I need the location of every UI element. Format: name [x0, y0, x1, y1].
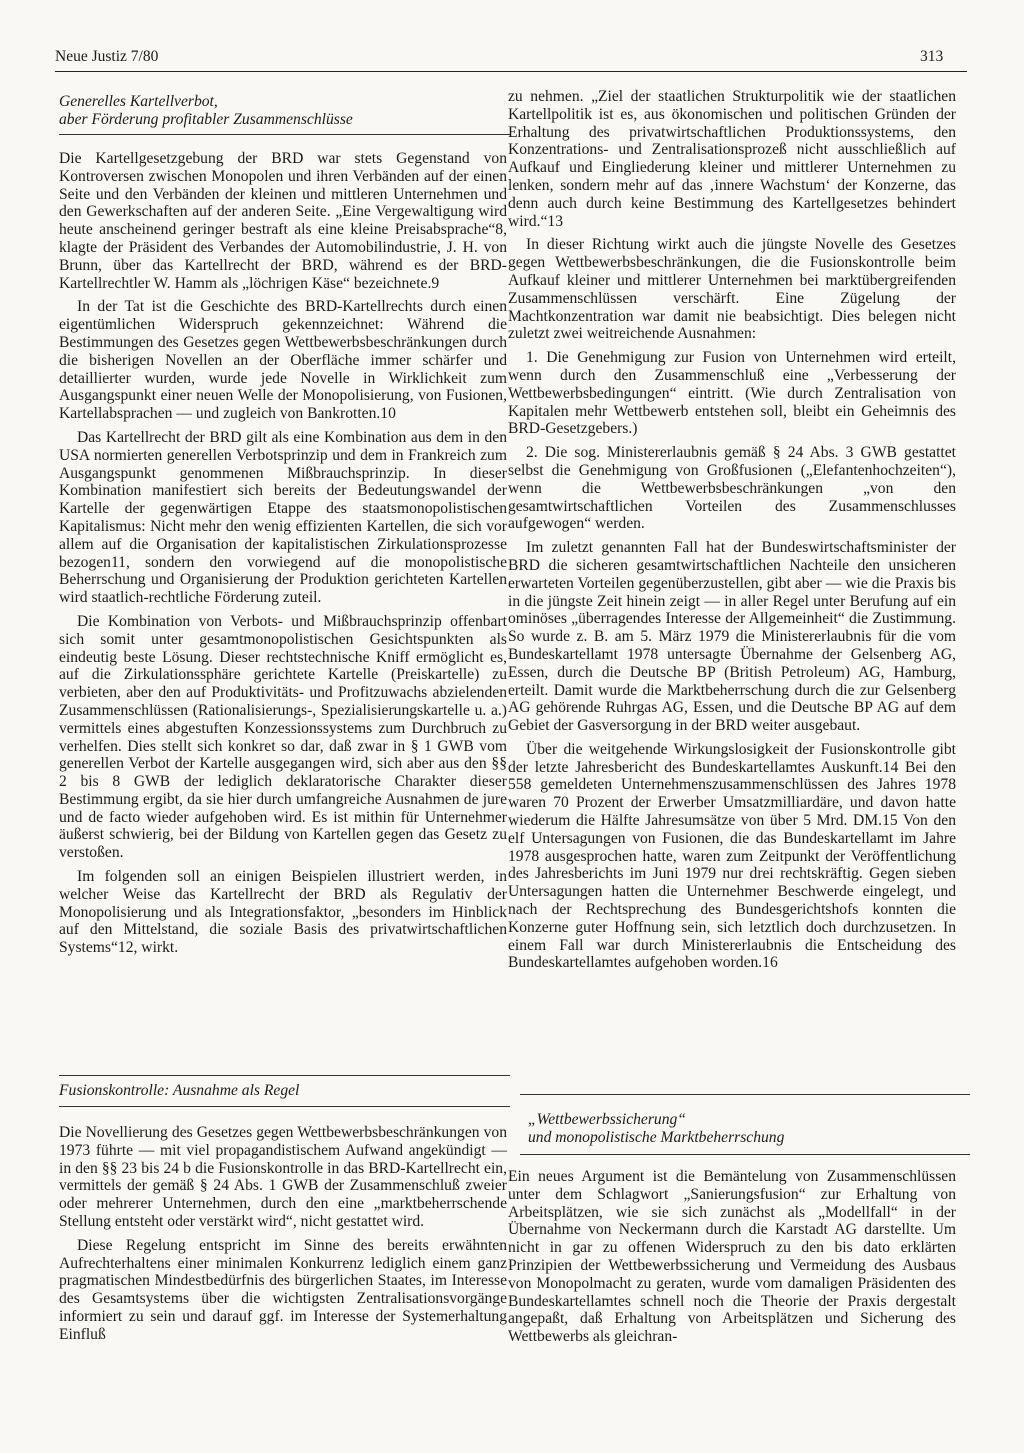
paragraph: 2. Die sog. Ministererlaubnis gemäß § 24 Abs. 3 GWB gestattet selbst die Genehmigung von Großfusionen („Elefantenhochzeiten“), wenn die Wettbewerbsbeschränkungen „von den gesamtwirtschaftlichen Vorteilen des Zusammenschlusses aufgewogen“ werden.	[508, 444, 956, 533]
paragraph: In dieser Richtung wirkt auch die jüngste Novelle des Gesetzes gegen Wettbewerbsbeschränkungen, die die Fusionskontrolle beim Aufkauf kleiner und mittlerer Unternehmen bei marktübergreifenden Zusammenschlüssen verschärft. Eine Zügelung der Machtkonzentration war damit nie beabsichtigt. Dies belegen nicht zuletzt zwei weitreichende Ausnahmen:	[508, 236, 956, 343]
section-heading-3-line2: und monopolistische Marktbeherrschung	[528, 1129, 785, 1146]
section-rule	[520, 1094, 970, 1095]
journal-issue: Neue Justiz 7/80	[55, 48, 159, 65]
paragraph: Im zuletzt genannten Fall hat der Bundeswirtschaftsminister der BRD die sicheren gesamtwirtschaftlichen Nachteile den unsicheren erwarteten Vorteilen gegenüberzustellen, gibt aber — wie die Praxis bis in die jüngste Zeit hinein zeigt — in aller Regel unter Berufung auf ein ominöses „überragendes Interesse der Allgemeinheit“ die Zustimmung. So wurde z. B. am 5. März 1979 die Ministererlaubnis für die vom Bundeskartellamt 1978 untersagte Übernahme der Gelsenberg AG, Essen, durch die Deutsche BP (British Petroleum) AG, Hamburg, erteilt. Damit wurde die Marktbeherrschung durch die zur Gelsenberg AG gehörende Ruhrgas AG, Essen, und die Deutsche BP AG auf dem Gebiet der Gasversorgung in der BRD weiter ausgebaut.	[508, 539, 956, 735]
paragraph: Das Kartellrecht der BRD gilt als eine Kombination aus dem in den USA normierten generellen Verbotsprinzip und dem in Frankreich zum Ausgangspunkt genommenen Mißbrauchsprinzip. In dieser Kombination manifestiert sich bereits der Bedeutungswandel der Kartelle der gegenwärtigen Etappe des staatsmonopolistischen Kapitalismus: Nicht mehr den wenig effizienten Kartellen, die sich vor allem auf die Organisation der kapitalistischen Zirkulationsprozesse bezogen11, sondern den vorwiegend auf die monopolistische Beherrschung und Organisierung der Produktion gerichteten Kartellen wird staatlich-rechtliche Förderung zuteil.	[59, 428, 507, 607]
section-rule	[520, 1154, 970, 1155]
page-number: 313	[920, 48, 944, 65]
section-rule	[59, 134, 510, 135]
paragraph: In der Tat ist die Geschichte des BRD-Kartellrechts durch einen eigentümlichen Widerspruch gekennzeichnet: Während die Bestimmungen des Gesetzes gegen Wettbewerbsbeschränkungen durch die bisherigen Novellen an der Oberfläche immer schärfer und detaillierter wurden, wurde jede Novelle in Wirklichkeit zum Ausgangspunkt einer neuen Welle der Monopolisierung, von Fusionen, Kartellabsprachen — und zugleich von Bankrotten.10	[59, 298, 507, 423]
section-heading-3	[528, 1111, 784, 1147]
section-heading-3-line1: „Wettbewerbssicherung“	[528, 1111, 686, 1128]
paragraph: Im folgenden soll an einigen Beispielen illustriert werden, in welcher Weise das Kartellrecht der BRD als Regulativ der Monopolisierung und als Integrationsfaktor, „besonders im Hinblick auf den Mittelstand, die soziale Basis des privatwirtschaftlichen Systems“12, wirkt.	[59, 868, 507, 957]
left-column-text-lower	[59, 1124, 507, 1350]
section-rule	[59, 1106, 510, 1107]
paragraph: Die Novellierung des Gesetzes gegen Wettbewerbsbeschränkungen von 1973 führte — mit viel propagandistischem Aufwand angekündigt — in den §§ 23 bis 24 b die Fusionskontrolle in das BRD-Kartellrecht ein, vermittels der gemäß § 24 Abs. 1 GWB der Zusammenschluß zweier oder mehrerer Unternehmen, durch den eine „marktbeherrschende Stellung entsteht oder verstärkt wird“, nicht gestattet wird.	[59, 1124, 507, 1230]
right-column-text	[508, 88, 956, 978]
section-heading-1	[59, 93, 353, 129]
left-column-text	[59, 150, 507, 963]
paragraph: Diese Regelung entspricht im Sinne des bereits erwähnten Aufrechterhaltens einer minimalen Konkurrenz lediglich einem ganz pragmatischen Mindestbedürfnis des bürgerlichen Staates, im Interesse des Gesamtsystems über die wichtigsten Zentralisationsvorgänge informiert zu sein und darauf ggf. im Interesse der Systemerhaltung Einfluß	[59, 1236, 507, 1343]
right-column-text-lower	[508, 1168, 956, 1352]
header-rule	[55, 71, 967, 72]
section-rule	[59, 1075, 510, 1076]
paragraph: Über die weitgehende Wirkungslosigkeit der Fusionskontrolle gibt der letzte Jahresbericht des Bundeskartellamtes Auskunft.14 Bei den 558 gemeldeten Unternehmenszusammenschlüssen des Jahres 1978 waren 70 Prozent der Erwerber Umsatzmilliardäre, und davon hatte wiederum die Hälfte Jahresumsätze von über 5 Mrd. DM.15 Von den elf Untersagungen von Fusionen, die das Bundeskartellamt im Jahre 1978 ausgesprochen hatte, waren zum Zeitpunkt der Veröffentlichung des Jahresberichts im Juni 1979 nur drei rechtskräftig. Gegen sieben Untersagungen hatten die Unternehmer Beschwerde eingelegt, und nach der Rechtsprechung des Bundesgerichtshofs konnten die Konzerne guter Hoffnung sein, sich letztlich doch durchzusetzen. In einem Fall war durch Ministererlaubnis die Entscheidung des Bundeskartellamtes aufgehoben worden.16	[508, 740, 956, 972]
paragraph: 1. Die Genehmigung zur Fusion von Unternehmen wird erteilt, wenn durch den Zusammenschluß eine „Verbesserung der Wettbewerbsbedingungen“ eintritt. (Wie durch Zentralisation von Kapitalen mehr Wettbewerb entstehen soll, bleibt ein Geheimnis des BRD-Gesetzgebers.)	[508, 349, 956, 438]
paragraph: Die Kombination von Verbots- und Mißbrauchsprinzip offenbart sich somit unter gesamtmonopolistischen Gesichtspunkten als eindeutig beste Lösung. Dieser rechtstechnische Kniff ermöglicht es, auf die Zirkulationssphäre gerichtete Kartelle (Preiskartelle) zu verbieten, aber den auf Produktivitäts- und Profitzuwachs abzielenden Zusammenschlüssen (Rationalisierungs-, Spezialisierungskartelle u. a.) vermittels eines abgestuften Konzessionssystems zum Durchbruch zu verhelfen. Dies stellt sich konkret so dar, daß zwar in § 1 GWB vom generellen Verbot der Kartelle ausgegangen wird, sich aber aus den §§ 2 bis 8 GWB der lediglich deklaratorische Charakter dieser Bestimmung ergibt, da sie hier durch umfangreiche Ausnahmen de jure und de facto wieder aufgehoben wird. Es ist mithin für Unternehmer äußerst schwierig, bei der Bildung von Kartellen gegen das Gesetz zu verstoßen.	[59, 612, 507, 862]
section-heading-1-line2: aber Förderung profitabler Zusammenschlüsse	[59, 111, 353, 128]
paragraph: Ein neues Argument ist die Bemäntelung von Zusammenschlüssen unter dem Schlagwort „Sanierungsfusion“ zur Erhaltung von Arbeitsplätzen, wie sie sich zunächst als „Modellfall“ in der Übernahme von Neckermann durch die Karstadt AG darstellte. Um nicht in gar zu offenen Widerspruch zu den bis dato erklärten Prinzipien der Wettbewerbssicherung und Vermeidung des Ausbaus von Monopolmacht zu geraten, wurde vom damaligen Präsidenten des Bundeskartellamtes schnell noch die Theorie der Praxis dergestalt angepaßt, daß Erhaltung von Arbeitsplätzen und Sicherung des Wettbewerbs als gleichran-	[508, 1168, 956, 1346]
paragraph: Die Kartellgesetzgebung der BRD war stets Gegenstand von Kontroversen zwischen Monopolen und ihren Verbänden auf der einen Seite und den Verbänden der kleinen und mittleren Unternehmen und den Gewerkschaften auf der anderen Seite. „Eine Vergewaltigung wird heute anscheinend geringer bestraft als eine kleine Preisabsprache“8, klagte der Präsident des Verbandes der Automobilindustrie, J. H. von Brunn, über das Kartellrecht der BRD, während es der BRD-Kartellrechtler W. Hamm als „löchrigen Käse“ bezeichnete.9	[59, 150, 507, 292]
paragraph: zu nehmen. „Ziel der staatlichen Strukturpolitik wie der staatlichen Kartellpolitik ist es, aus ökonomischen und politischen Gründen der Erhaltung des privatwirtschaftlichen Produktionssystems, den Konzentrations- und Zentralisationsprozeß nicht ausschließlich auf Aufkauf und Eingliederung kleiner und mittlerer Unternehmen zu lenken, sondern mehr auf das ‚innere Wachstum‘ der Konzerne, das denn auch durch keine Bestimmung des Kartellgesetzes behindert wird.“13	[508, 88, 956, 230]
section-heading-2: Fusionskontrolle: Ausnahme als Regel	[59, 1082, 300, 1099]
section-heading-1-line1: Generelles Kartellverbot,	[59, 93, 218, 110]
